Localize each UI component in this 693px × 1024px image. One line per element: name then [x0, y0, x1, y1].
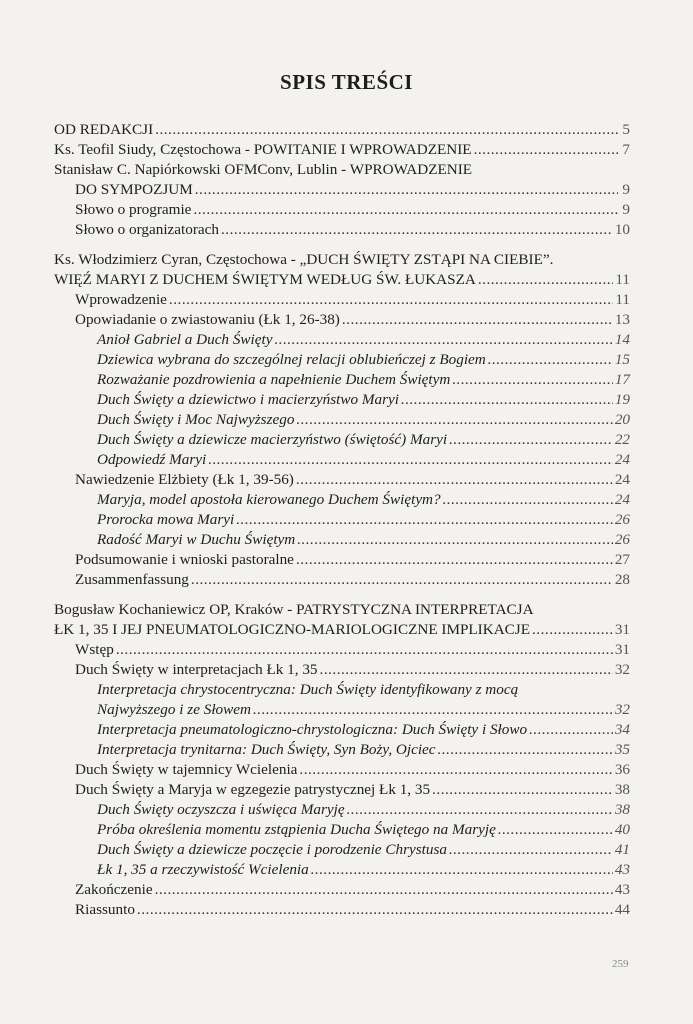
dot-leader	[137, 900, 613, 920]
dot-leader	[208, 450, 613, 470]
toc-entry-page: 24	[614, 471, 630, 488]
dot-leader	[195, 180, 618, 200]
toc-entry-page: 22	[614, 431, 630, 448]
toc-entry-page: 43	[614, 881, 630, 898]
toc-entry-title: Zusammenfassung	[75, 571, 189, 588]
toc-entry-title: Ks. Teofil Siudy, Częstochowa - POWITANIE I WPROWADZENIE	[54, 141, 472, 158]
toc-entry-page: 38	[614, 801, 630, 818]
toc-entry	[54, 660, 630, 680]
toc-entry-page: 31	[614, 641, 630, 658]
dot-leader	[116, 640, 613, 660]
toc-entry-page: 40	[614, 821, 630, 838]
dot-leader	[449, 430, 613, 450]
toc-entry-page: 19	[614, 391, 630, 408]
toc-entry-page: 9	[622, 201, 630, 218]
toc-entry	[54, 740, 630, 760]
toc-entry-page: 43	[614, 861, 630, 878]
toc-entry-page: 36	[614, 761, 630, 778]
toc-entry-page: 26	[614, 531, 630, 548]
toc-entry	[54, 820, 630, 840]
dot-leader	[155, 880, 613, 900]
toc-entry-page: 14	[614, 331, 630, 348]
toc-entry-title: Duch Święty w tajemnicy Wcielenia	[75, 761, 298, 778]
toc-entry-title: Dziewica wybrana do szczególnej relacji oblubieńczej z Bogiem	[97, 351, 486, 368]
toc-entry	[54, 290, 630, 310]
toc-entry-page: 11	[615, 291, 630, 308]
dot-leader	[274, 330, 612, 350]
toc-entry-page: 38	[614, 781, 630, 798]
toc-entry-title-line: Ks. Włodzimierz Cyran, Częstochowa - „DUCH ŚWIĘTY ZSTĄPI NA CIEBIE”.	[54, 251, 554, 268]
toc-entry-page: 26	[614, 511, 630, 528]
toc-entry	[54, 200, 630, 220]
toc-entry-title: Radość Maryi w Duchu Świętym	[97, 531, 296, 548]
toc-entry-title: Najwyższego i ze Słowem	[97, 701, 251, 718]
toc-entry-title: Słowo o programie	[75, 201, 192, 218]
toc-entry	[54, 430, 630, 450]
dot-leader	[452, 370, 612, 390]
toc-entry-title: Duch Święty a dziewicze poczęcie i porodzenie Chrystusa	[97, 841, 447, 858]
toc-entry-title: Duch Święty i Moc Najwyższego	[97, 411, 295, 428]
toc-entry-title: OD REDAKCJI	[54, 121, 154, 138]
toc-entry-title-line: Bogusław Kochaniewicz OP, Kraków - PATRYSTYCZNA INTERPRETACJA	[54, 601, 534, 618]
toc-entry-title: Anioł Gabriel a Duch Święty	[97, 331, 273, 348]
toc-entry-title: Wstęp	[75, 641, 114, 658]
toc-entry	[54, 510, 630, 530]
toc-entry-page: 31	[614, 621, 630, 638]
dot-leader	[488, 350, 613, 370]
toc-entry	[54, 370, 630, 390]
dot-leader	[449, 840, 613, 860]
toc-entry	[54, 760, 630, 780]
dot-leader	[498, 820, 613, 840]
toc-entry	[54, 350, 630, 370]
toc-entry-page: 5	[622, 121, 630, 138]
dot-leader	[311, 860, 613, 880]
toc-entry	[54, 270, 630, 290]
toc-entry	[54, 700, 630, 720]
toc-entry-page: 7	[622, 141, 630, 158]
toc-entry-page: 24	[614, 451, 630, 468]
dot-leader	[532, 620, 613, 640]
toc-entry-title: Zakończenie	[75, 881, 153, 898]
toc-entry-page: 28	[614, 571, 630, 588]
toc-entry-page: 32	[614, 661, 630, 678]
toc-entry	[54, 620, 630, 640]
toc-entry-title: Rozważanie pozdrowienia a napełnienie Duchem Świętym	[97, 371, 451, 388]
toc-entry-title: Odpowiedź Maryi	[97, 451, 207, 468]
dot-leader	[221, 220, 613, 240]
toc-entry-page: 17	[614, 371, 630, 388]
toc-entry-page: 20	[614, 411, 630, 428]
toc-entry	[54, 840, 630, 860]
dot-leader	[155, 120, 618, 140]
toc-entry-page: 11	[615, 271, 630, 288]
toc-entry	[54, 310, 630, 330]
toc-entry	[54, 550, 630, 570]
toc-entry	[54, 330, 630, 350]
toc-entry	[54, 640, 630, 660]
toc-entry-title: Próba określenia momentu zstąpienia Ducha Świętego na Maryję	[97, 821, 496, 838]
toc-entry	[54, 530, 630, 550]
dot-leader	[191, 570, 613, 590]
dot-leader	[529, 720, 613, 740]
toc-entry-page: 27	[614, 551, 630, 568]
dot-leader	[443, 490, 613, 510]
dot-leader	[297, 530, 613, 550]
toc-entry-title: Duch Święty a dziewictwo i macierzyństwo Maryi	[97, 391, 400, 408]
toc-entry-title: Duch Święty a Maryja w egzegezie patrystycznej Łk 1, 35	[75, 781, 431, 798]
page-title: SPIS TREŚCI	[280, 70, 413, 94]
dot-leader	[474, 140, 618, 160]
toc-entry-page: 15	[614, 351, 630, 368]
dot-leader	[236, 510, 613, 530]
section-gap	[54, 590, 630, 600]
toc-entry-title: Podsumowanie i wnioski pastoralne	[75, 551, 294, 568]
section-gap	[54, 240, 630, 250]
toc-entry-title: Wprowadzenie	[75, 291, 167, 308]
toc-entry-title: Interpretacja trynitarna: Duch Święty, Syn Boży, Ojciec	[97, 741, 436, 758]
dot-leader	[169, 290, 613, 310]
toc-entry-title: Duch Święty w interpretacjach Łk 1, 35	[75, 661, 318, 678]
toc-entry	[54, 570, 630, 590]
dot-leader	[193, 200, 618, 220]
toc-entry-title: DO SYMPOZJUM	[75, 181, 193, 198]
toc-entry-page: 32	[614, 701, 630, 718]
toc-entry-title: Opowiadanie o zwiastowaniu (Łk 1, 26-38)	[75, 311, 340, 328]
toc-entry-page: 10	[614, 221, 630, 238]
dot-leader	[320, 660, 613, 680]
toc-entry	[54, 470, 630, 490]
toc-entry-title-line: Interpretacja chrystocentryczna: Duch Święty identyfikowany z mocą	[97, 681, 519, 698]
dot-leader	[296, 550, 613, 570]
toc-entry	[54, 450, 630, 470]
toc-entry-title: Łk 1, 35 a rzeczywistość Wcielenia	[97, 861, 309, 878]
table-of-contents	[54, 120, 630, 920]
dot-leader	[347, 800, 613, 820]
toc-entry-title: Słowo o organizatorach	[75, 221, 219, 238]
toc-entry-title: Maryja, model apostoła kierowanego Duchem Świętym?	[97, 491, 441, 508]
toc-entry-title: Nawiedzenie Elżbiety (Łk 1, 39-56)	[75, 471, 294, 488]
dot-leader	[296, 470, 613, 490]
toc-entry	[54, 780, 630, 800]
toc-entry-page: 35	[614, 741, 630, 758]
toc-entry	[54, 800, 630, 820]
dot-leader	[253, 700, 613, 720]
toc-entry	[54, 140, 630, 160]
toc-entry-title: Duch Święty a dziewicze macierzyństwo (świętość) Maryi	[97, 431, 448, 448]
dot-leader	[299, 760, 612, 780]
dot-leader	[478, 270, 614, 290]
toc-entry-page: 13	[614, 311, 630, 328]
dot-leader	[401, 390, 613, 410]
dot-leader	[438, 740, 613, 760]
toc-entry-page: 34	[614, 721, 630, 738]
toc-entry	[54, 120, 630, 140]
toc-entry-page: 9	[622, 181, 630, 198]
page-number: 259	[612, 958, 629, 970]
toc-entry	[54, 490, 630, 510]
toc-entry	[54, 390, 630, 410]
toc-entry-page: 24	[614, 491, 630, 508]
toc-entry-page: 41	[614, 841, 630, 858]
toc-entry	[54, 900, 630, 920]
toc-entry	[54, 860, 630, 880]
dot-leader	[296, 410, 612, 430]
toc-entry	[54, 180, 630, 200]
toc-entry-title: Interpretacja pneumatologiczno-chrystologiczna: Duch Święty i Słowo	[97, 721, 528, 738]
toc-entry-title: ŁK 1, 35 I JEJ PNEUMATOLOGICZNO-MARIOLOGICZNE IMPLIKACJE	[54, 621, 530, 638]
toc-entry-title: Riassunto	[75, 901, 135, 918]
toc-entry-title: Prorocka mowa Maryi	[97, 511, 235, 528]
toc-entry	[54, 880, 630, 900]
toc-entry-title: WIĘŹ MARYI Z DUCHEM ŚWIĘTYM WEDŁUG ŚW. ŁUKASZA	[54, 271, 476, 288]
dot-leader	[432, 780, 613, 800]
dot-leader	[342, 310, 613, 330]
toc-entry	[54, 220, 630, 240]
toc-entry-page: 44	[614, 901, 630, 918]
toc-entry	[54, 410, 630, 430]
toc-entry	[54, 720, 630, 740]
toc-entry-title: Duch Święty oczyszcza i uświęca Maryję	[97, 801, 345, 818]
toc-entry-title-line: Stanisław C. Napiórkowski OFMConv, Lublin - WPROWADZENIE	[54, 161, 473, 178]
